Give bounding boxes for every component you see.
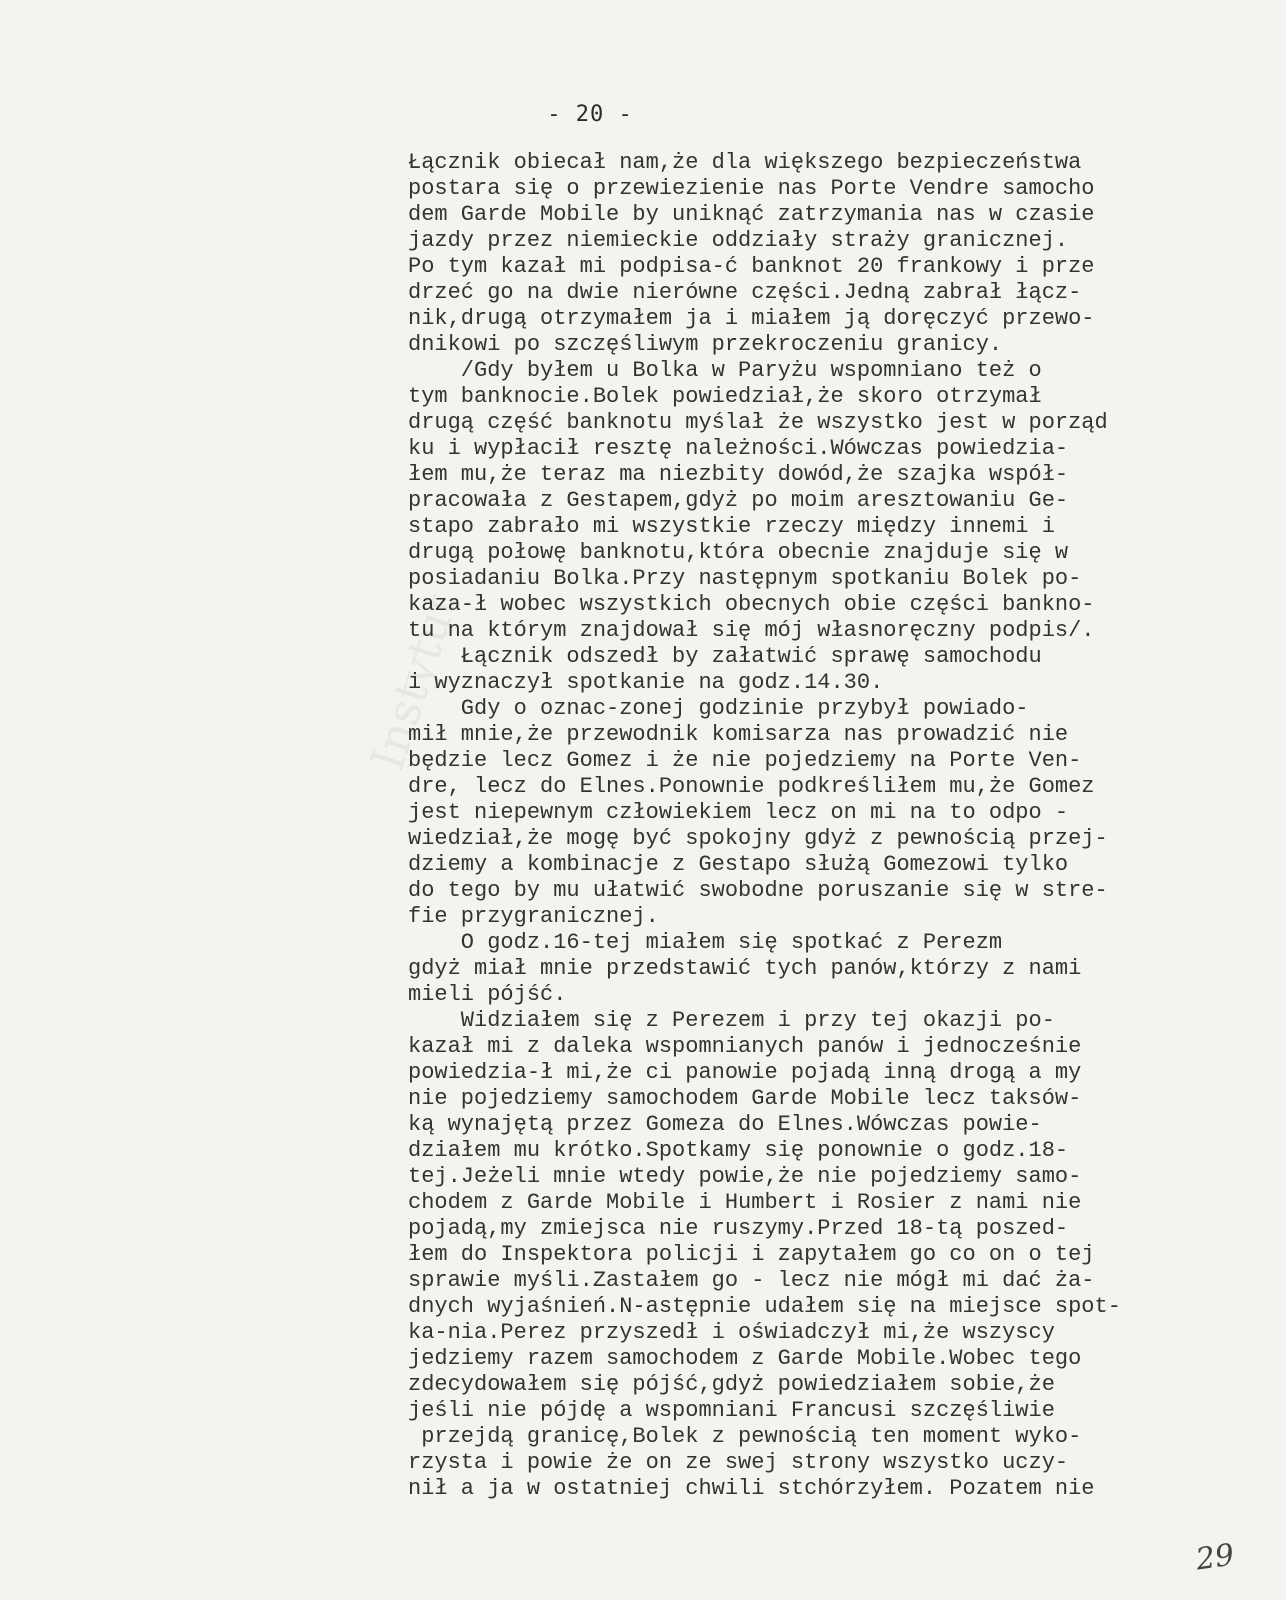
text-line: Gdy o oznac-zonej godzinie przybył powiado- bbox=[408, 696, 1029, 721]
text-line: mił mnie,że przewodnik komisarza nas prowadzić nie bbox=[408, 722, 1069, 747]
text-line: łem do Inspektora policji i zapytałem go co on o tej bbox=[408, 1242, 1095, 1267]
handwritten-page-mark: 29 bbox=[1193, 1537, 1237, 1578]
text-line: działem mu krótko.Spotkamy się ponownie o godz.18- bbox=[408, 1138, 1069, 1163]
text-line: gdyż miał mnie przedstawić tych panów,którzy z nami bbox=[408, 956, 1082, 981]
text-line: nił a ja w ostatniej chwili stchórzyłem. Pozatem nie bbox=[408, 1476, 1095, 1501]
text-line: O godz.16-tej miałem się spotkać z Perezm bbox=[408, 930, 1003, 955]
text-line: zdecydowałem się pójść,gdyż powiedziałem sobie,że bbox=[408, 1372, 1055, 1397]
text-line: będzie lecz Gomez i że nie pojedziemy na Porte Ven- bbox=[408, 748, 1082, 773]
text-line: i wyznaczył spotkanie na godz.14.30. bbox=[408, 670, 884, 695]
text-line: dnych wyjaśnień.N-astępnie udałem się na miejsce spot- bbox=[408, 1294, 1121, 1319]
text-line: tej.Jeżeli mnie wtedy powie,że nie pojedziemy samo- bbox=[408, 1164, 1082, 1189]
text-line: tu na którym znajdował się mój własnoręczny podpis/. bbox=[408, 618, 1095, 643]
text-line: wiedział,że mogę być spokojny gdyż z pewnością przej- bbox=[408, 826, 1108, 851]
text-line: dziemy a kombinacje z Gestapo służą Gomezowi tylko bbox=[408, 852, 1069, 877]
text-line: stapo zabrało mi wszystkie rzeczy między innemi i bbox=[408, 514, 1055, 539]
text-line: dnikowi po szczęśliwym przekroczeniu granicy. bbox=[408, 332, 1003, 357]
text-line: kaza-ł wobec wszystkich obecnych obie części bankno- bbox=[408, 592, 1095, 617]
text-line: Widziałem się z Perezem i przy tej okazji po- bbox=[408, 1008, 1055, 1033]
text-line: Po tym kazał mi podpisa-ć banknot 20 frankowy i prze bbox=[408, 254, 1095, 279]
text-line: powiedzia-ł mi,że ci panowie pojadą inną drogą a my bbox=[408, 1060, 1082, 1085]
typed-body-text bbox=[408, 150, 1248, 1502]
text-line: jest niepewnym człowiekiem lecz on mi na to odpo - bbox=[408, 800, 1069, 825]
text-line: pracowała z Gestapem,gdyż po moim aresztowaniu Ge- bbox=[408, 488, 1069, 513]
text-line: jeśli nie pójdę a wspomniani Francusi szczęśliwie bbox=[408, 1398, 1055, 1423]
text-line: posiadaniu Bolka.Przy następnym spotkaniu Bolek po- bbox=[408, 566, 1082, 591]
text-line: drugą część banknotu myślał że wszystko jest w porząd bbox=[408, 410, 1108, 435]
text-line: Łącznik obiecał nam,że dla większego bezpieczeństwa bbox=[408, 150, 1082, 175]
text-line: jazdy przez niemieckie oddziały straży granicznej. bbox=[408, 228, 1069, 253]
text-line: ku i wypłacił resztę należności.Wówczas powiedzia- bbox=[408, 436, 1069, 461]
text-line: jedziemy razem samochodem z Garde Mobile.Wobec tego bbox=[408, 1346, 1082, 1371]
text-line: /Gdy byłem u Bolka w Paryżu wspomniano też o bbox=[408, 358, 1042, 383]
text-line: nie pojedziemy samochodem Garde Mobile lecz taksów- bbox=[408, 1086, 1082, 1111]
archive-watermark: Instytut bbox=[360, 586, 468, 777]
text-line: dem Garde Mobile by uniknąć zatrzymania nas w czasie bbox=[408, 202, 1095, 227]
text-line: drugą połowę banknotu,która obecnie znajduje się w bbox=[408, 540, 1069, 565]
text-line: mieli pójść. bbox=[408, 982, 567, 1007]
text-line: nik,drugą otrzymałem ja i miałem ją doręczyć przewo- bbox=[408, 306, 1095, 331]
text-line: ką wynajętą przez Gomeza do Elnes.Wówczas powie- bbox=[408, 1112, 1042, 1137]
text-line: Łącznik odszedł by załatwić sprawę samochodu bbox=[408, 644, 1042, 669]
text-line: do tego by mu ułatwić swobodne poruszanie się w stre- bbox=[408, 878, 1108, 903]
text-line: sprawie myśli.Zastałem go - lecz nie mógł mi dać ża- bbox=[408, 1268, 1095, 1293]
text-line: kazał mi z daleka wspomnianych panów i jednocześnie bbox=[408, 1034, 1082, 1059]
page-number: - 20 - bbox=[547, 102, 633, 127]
text-line: chodem z Garde Mobile i Humbert i Rosier z nami nie bbox=[408, 1190, 1082, 1215]
text-line: dre, lecz do Elnes.Ponownie podkreśliłem mu,że Gomez bbox=[408, 774, 1095, 799]
text-line: tym banknocie.Bolek powiedział,że skoro otrzymał bbox=[408, 384, 1042, 409]
text-line: drzeć go na dwie nierówne części.Jedną zabrał łącz- bbox=[408, 280, 1082, 305]
text-line: ka-nia.Perez przyszedł i oświadczył mi,że wszyscy bbox=[408, 1320, 1055, 1345]
text-line: przejdą granicę,Bolek z pewnością ten moment wyko- bbox=[408, 1424, 1082, 1449]
text-line: łem mu,że teraz ma niezbity dowód,że szajka współ- bbox=[408, 462, 1069, 487]
text-line: pojadą,my zmiejsca nie ruszymy.Przed 18-tą poszed- bbox=[408, 1216, 1069, 1241]
text-line: fie przygranicznej. bbox=[408, 904, 659, 929]
text-line: postara się o przewiezienie nas Porte Vendre samocho bbox=[408, 176, 1095, 201]
text-line: rzysta i powie że on ze swej strony wszystko uczy- bbox=[408, 1450, 1069, 1475]
